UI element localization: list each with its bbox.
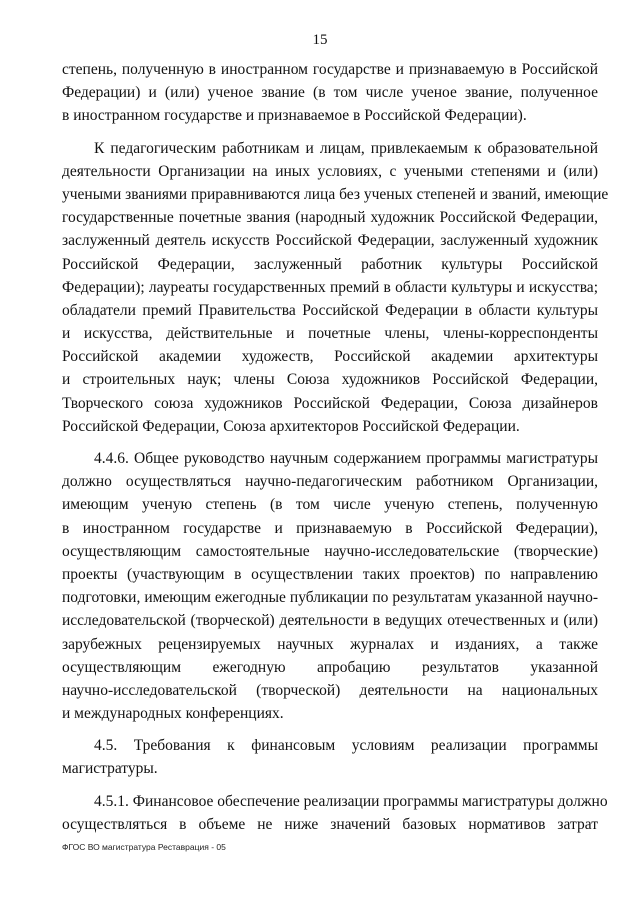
text-line: научно-исследовательской (творческой) деятельности на национальных: [62, 681, 598, 699]
text-line: и строительных наук; члены Союза художников Российской Федерации,: [62, 371, 598, 389]
text-line: Российской Федерации, заслуженный работник культуры Российской: [62, 255, 598, 273]
text-line: исследовательской (творческой) деятельности в ведущих отечественных и (или): [62, 612, 598, 630]
text-line: К педагогическим работникам и лицам, привлекаемым к образовательной: [94, 139, 598, 157]
text-line: Федерации) и (или) ученое звание (в том числе ученое звание, полученное: [62, 84, 598, 102]
text-line: деятельности Организации на иных условиях, с учеными степенями и (или): [62, 162, 598, 180]
text-line: в иностранном государстве и признаваемое в Российской Федерации).: [62, 107, 527, 125]
paragraph-continuation: [62, 58, 598, 128]
text-line: имеющим ученую степень (в том числе ученую степень, полученную: [62, 496, 598, 514]
paragraph-teaching-staff: [62, 137, 609, 438]
document-footer: ФГОС ВО магистратура Реставрация - 05: [62, 842, 226, 852]
text-line: магистратуры.: [62, 760, 158, 778]
text-line: заслуженный деятель искусств Российской Федерации, заслуженный художник: [62, 232, 598, 250]
text-line: учеными званиями приравниваются лица без ученых степеней и званий, имеющие: [62, 185, 609, 203]
text-line: степень, полученную в иностранном государстве и признаваемую в Российской: [62, 61, 598, 78]
text-line: и искусства, действительные и почетные члены, члены-корреспонденты: [62, 325, 598, 343]
text-line: государственные почетные звания (народный художник Российской Федерации,: [62, 209, 598, 227]
text-line: Российской академии художеств, Российской академии архитектуры: [62, 348, 598, 366]
text-line: осуществляющим самостоятельные научно-исследовательские (творческие): [62, 542, 598, 560]
text-line: проекты (участвующим в осуществлении таких проектов) по направлению: [62, 565, 598, 583]
text-line: 4.5.1. Финансовое обеспечение реализации программы магистратуры должно: [94, 792, 608, 810]
body-text: [62, 58, 609, 836]
text-line: 4.5. Требования к финансовым условиям реализации программы: [94, 737, 598, 755]
text-line: подготовки, имеющим ежегодные публикации по результатам указанной научно-: [62, 589, 598, 607]
text-line: 4.4.6. Общее руководство научным содержанием программы магистратуры: [94, 450, 598, 467]
paragraph-4-5-1: [62, 790, 608, 836]
paragraph-4-4-6: [62, 447, 598, 725]
text-line: в иностранном государстве и признаваемую в Российской Федерации),: [62, 519, 598, 537]
text-line: обладатели премий Правительства Российской Федерации в области культуры: [62, 301, 598, 319]
paragraph-4-5-heading: [62, 734, 598, 780]
text-line: Творческого союза художников Российской Федерации, Союза дизайнеров: [62, 394, 598, 412]
text-line: должно осуществляться научно-педагогическим работником Организации,: [62, 473, 598, 491]
text-line: зарубежных рецензируемых научных журналах и изданиях, а также: [62, 635, 598, 653]
text-line: и международных конференциях.: [62, 705, 284, 723]
text-line: Российской Федерации, Союза архитекторов Российской Федерации.: [62, 417, 520, 435]
text-line: осуществляться в объеме не ниже значений базовых нормативов затрат: [62, 815, 598, 833]
text-line: осуществляющим ежегодную апробацию результатов указанной: [62, 658, 598, 676]
page-number: 15: [312, 32, 328, 48]
text-line: Федерации); лауреаты государственных премий в области культуры и искусства;: [62, 278, 598, 296]
